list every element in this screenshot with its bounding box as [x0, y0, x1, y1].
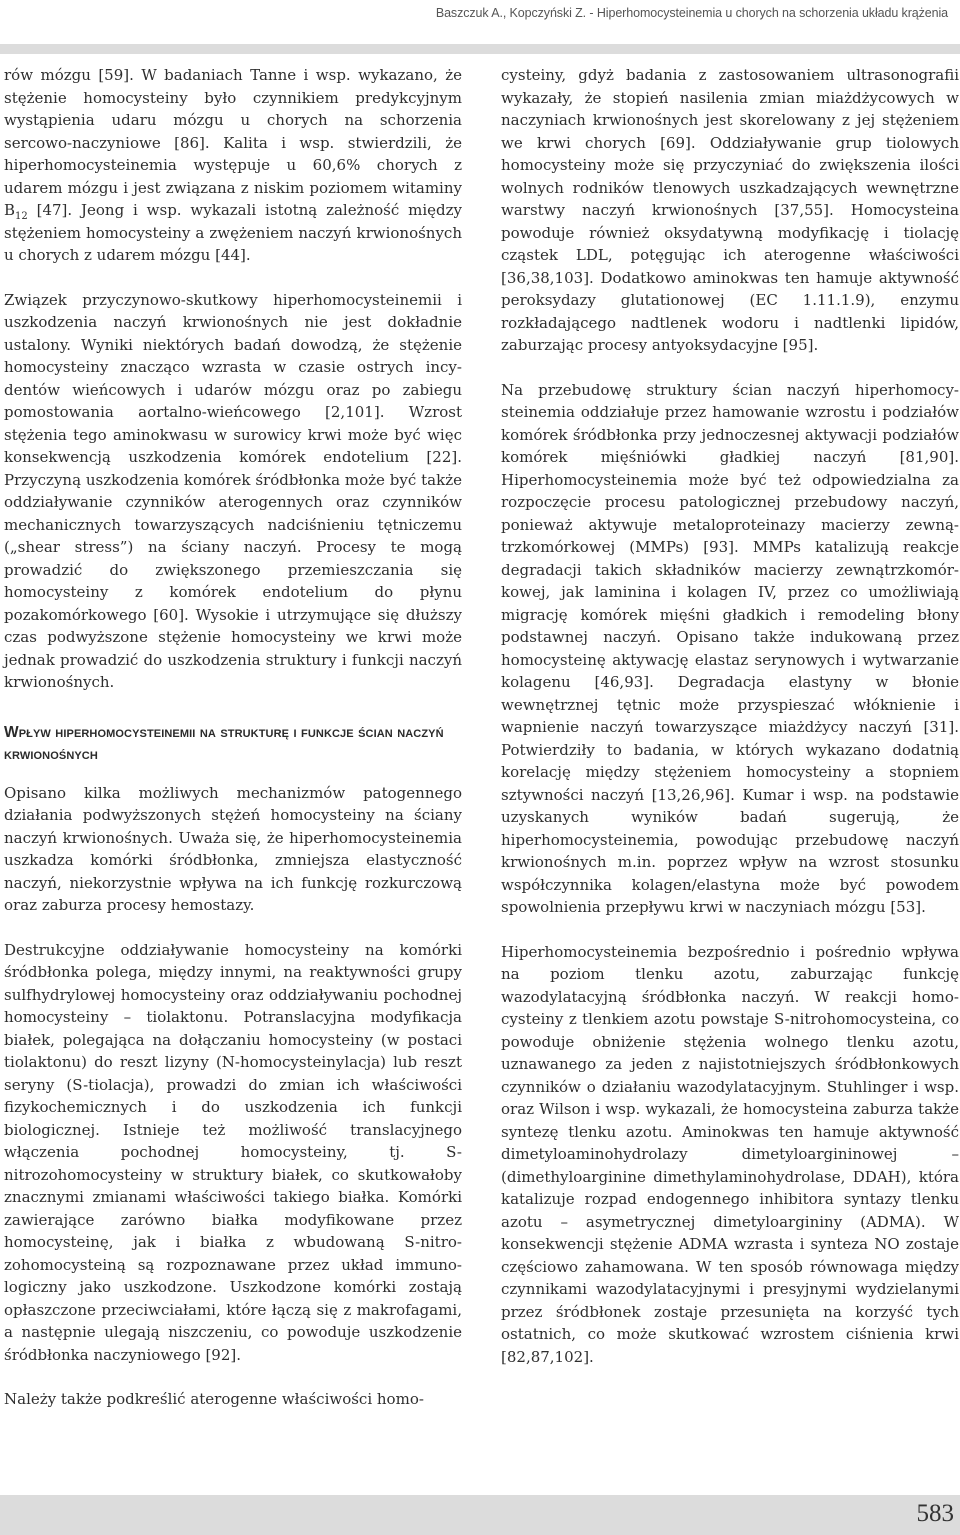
paragraph: Należy także podkreślić aterogenne właściwości homo- — [4, 1390, 424, 1408]
paragraph-text: rów mózgu [59]. W badaniach Tanne i wsp. wykazano, że stężenie homocysteiny było czynnikiem predykcyjnym wystąpienia udaru mózgu u chorych na schorzenia sercowo-naczyniowe [86]. Kalita i wsp. stwierdzili, że hiperhomocysteinemia występuje u 60,6% chorych z udarem mózgu i jest związana z niskim poziomem witaminy B — [4, 66, 462, 219]
left-column — [4, 64, 462, 1433]
paragraph: cysteiny, gdyż badania z zastosowaniem ultrasonografii wykazały, że stopień nasilenia zmian miażdżycowych w naczyniach krwionośnych jest skorelowany z jej stężeniem we krwi chorych [69]. Oddziaływanie grup tiolowych homocysteiny może się przyczyniać do zwiększenia ilości wolnych rodników tlenowych uszkadzających wewnętrzne warstwy naczyń krwionośnych [37,55]. Homocysteina powoduje również oksydatywną modyfikację i tiolację cząstek LDL, potęgując ich aterogenne właściwości [36,38,103]. Dodatkowo aminokwas ten hamuje aktywność peroksydazy glutationowej (EC 1.11.1.9), enzymu rozkładającego nadtlenek wodoru i nadtlenki lipidów, zaburzając procesy antyoksydacyjne [95]. — [501, 66, 959, 354]
page-number: 583 — [916, 1500, 954, 1527]
paragraph: Destrukcyjne oddziaływanie homocysteiny na komórki śródbłonka polega, między innymi, na reaktywności grupy sulfhydrylowej homocysteiny oraz oddziaływaniu pochodnej homocysteiny – tiolaktonu. Potranslacyjna modyfikacja białek, polegająca na dołączaniu homocysteiny (w postaci tiolaktonu) do reszt lizyny (N-homocysteinylacja) lub reszt seryny (S-tiolacja), prowadzi do zmian ich właściwości fizykochemicznych i do uszkodzenia ich funkcji biologicznej. Istnieje też możliwość translacyjnego włączenia pochodnej homocysteiny, tj. S-nitrozohomocysteiny w struktury białek, co skutkowałoby znacznymi zmianami właściwości takiego białka. Komórki zawierające zarówno białka modyfikowane przez homocysteinę, jak i białka z wbudowaną S-nitrozohomocysteiną są rozpoznawane przez układ immunologiczny jako uszkodzone. Uszkodzone komórki zostają opłaszczone przeciwciałami, które łączą się z makrofagami, a następnie ulegają niszczeniu, co powoduje uszkodzenie śródbłonka naczyniowego [92]. — [4, 940, 462, 1364]
paragraph: Opisano kilka możliwych mechanizmów patogennego działania podwyższonych stężeń homocysteiny na ściany naczyń krwionośnych. Uważa się, że hiperhomocysteinemia uszkadza komórki śródbłonka, zmniejsza elastyczność naczyń, niekorzystnie wpływa na ich funkcję rozkurczową oraz zaburza procesy hemostazy. — [4, 783, 462, 914]
right-column — [501, 64, 959, 1390]
paragraph — [4, 64, 462, 267]
paragraph-text: [47]. Jeong i wsp. wykazali istotną zależność między stężeniem homocysteiny a zwężeniem naczyń krwionośnych u chorych z udarem mózgu [44]. — [4, 201, 462, 264]
footer-bar — [0, 1495, 960, 1535]
subscript: 12 — [15, 211, 28, 222]
paragraph: Na przebudowę struktury ścian naczyń hiperhomocysteinemia oddziałuje przez hamowanie wzrostu i podziałów komórek śródbłonka przy jednoczesnej aktywacji podziałów komórek mięśniówki gładkiej naczyń [81,90]. Hiperhomocysteinemia może być też odpowiedzialna za rozpoczęcie procesu patologicznej przebudowy naczyń, ponieważ aktywuje metaloproteinazy macierzy zewnątrzkomórkowej (MMPs) [93]. MMPs katalizują reakcje degradacji takich składników macierzy zewnątrzkomórkowej, jak laminina i kolagen IV, przez co umożliwiają migrację komórek mięśni gładkich i remodeling błony podstawnej naczyń. Opisano także indukowaną przez homocysteinę aktywację elastaz serynowych i wytwarzanie kolagenu [46,93]. Degradacja elastyny w błonie wewnętrznej tętnic może przyspieszać włóknienie i wapnienie naczyń towarzyszące miażdżycy naczyń [31]. Potwierdziły to badania, w których wykazano dodatnią korelację między stężeniem homocysteiny a stopniem sztywności naczyń [13,26,96]. Kumar i wsp. na podstawie uzyskanych wyników badań sugerują, że hiperhomocysteinemia, powodując przebudowę naczyń krwionośnych m.in. poprzez wpływ na wzrost stosunku współczynnika kolagen/elastyna może być powodem spowolnienia przepływu krwi w naczyniach mózgu [53]. — [501, 380, 959, 916]
header-rule — [0, 44, 960, 54]
paragraph: Związek przyczynowo-skutkowy hiperhomocysteinemii i uszkodzenia naczyń krwionośnych nie jest dokładnie ustalony. Wyniki niektórych badań dowodzą, że stężenie homocysteiny znacząco wzrasta w czasie ostrych incydentów wieńcowych i udarów mózgu oraz po zabiegu pomostowania aortalno-wieńcowego [2,101]. Wzrost stężenia tego aminokwasu w surowicy krwi może być więc konsekwencją uszkodzenia komórek endotelium [22]. Przyczyną uszkodzenia komórek śródbłonka może być także oddziaływanie czynników aterogennych oraz czynników mechanicznych towarzyszących nadciśnieniu tętniczemu („shear stress”) na ściany naczyń. Procesy te mogą prowadzić do zwiększonego przemieszczania się homocysteiny z komórek endotelium do płynu pozakomórkowego [60]. Wysokie i utrzymujące się dłuższy czas podwyższone stężenie homocysteiny we krwi może jednak prowadzić do uszkodzenia struktury i funkcji naczyń krwionośnych. — [4, 290, 462, 691]
section-heading: Wpływ hiperhomocysteinemii na strukturę i funkcje ścian naczyń krwionośnych — [4, 723, 444, 763]
running-head: Baszczuk A., Kopczyński Z. - Hiperhomocysteinemia u chorych na schorzenia układu krążenia — [435, 6, 948, 20]
paragraph: Hiperhomocysteinemia bezpośrednio i pośrednio wpływa na poziom tlenku azotu, zaburzając funkcję wazodylatacyjną śródbłonka naczyń. W reakcji homocysteiny z tlenkiem azotu powstaje S-nitrohomocysteina, co powoduje obniżenie stężenia wolnego tlenku azotu, uznawanego za jeden z najistotniejszych śródbłonkowych czynników o działaniu wazodylatacyjnym. Stuhlinger i wsp. oraz Wilson i wsp. wykazali, że homocysteina zaburza także syntezę tlenku azotu. Aminokwas ten hamuje aktywność dimetyloaminohydrolazy dimetyloargininowej – (dimethyloarginine dimethylaminohydrolase, DDAH), która katalizuje rozpad endogennego inhibitora syntazy tlenku azotu – asymetrycznej dimetyloargininy (ADMA). W konsekwencji stężenie ADMA wzrasta i synteza NO zostaje częściowo zahamowana. W ten sposób równowaga między czynnikami wazodylatacyjnymi i presyjnymi wydzielanymi przez śródbłonek zostaje przesunięta na korzyść tych ostatnich, co może skutkować wzrostem ciśnienia krwi [82,87,102]. — [501, 942, 959, 1366]
